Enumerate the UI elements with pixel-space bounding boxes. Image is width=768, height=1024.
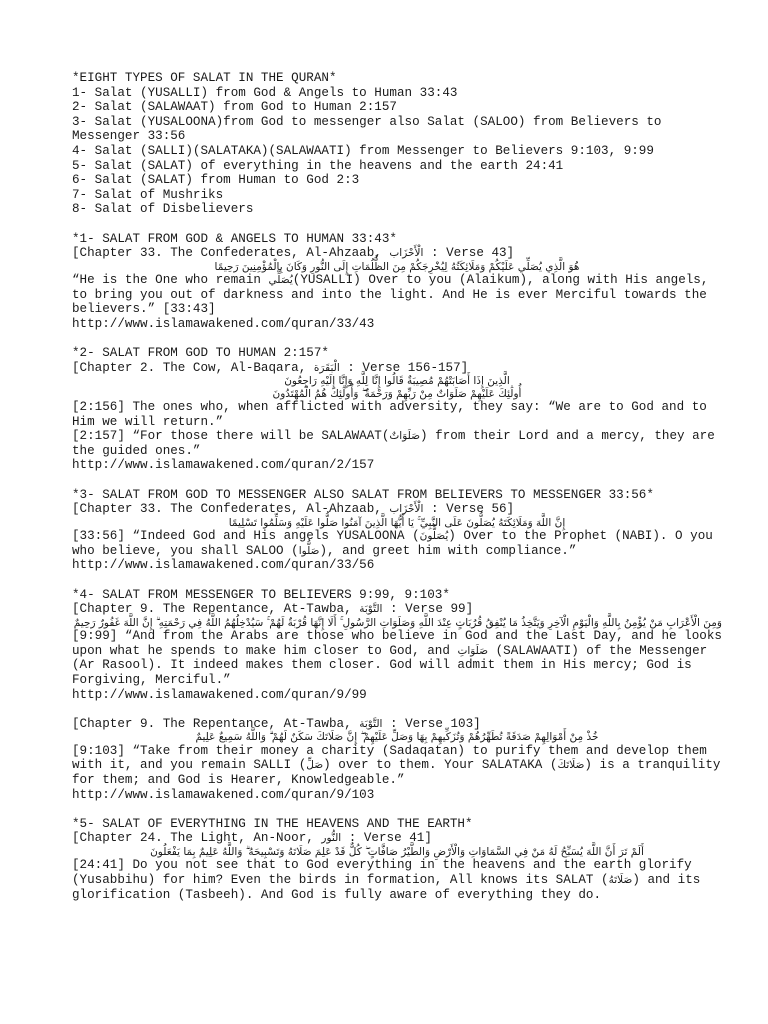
chapter-arabic-name: التَّوْبَة xyxy=(359,717,383,730)
source-link[interactable] xyxy=(72,458,722,473)
verse-translation: [2:156] The ones who, when afflicted with adversity, they say: “We are to God and to Him we will return.” xyxy=(72,400,715,429)
intro-item: 2- Salat (SALAWAAT) from God to Human 2:157 xyxy=(72,100,397,115)
section-3 xyxy=(72,488,722,573)
verse-translation: [9:103] “Take from their money a charity (Sadaqatan) to purify them and develop them with it, and you remain SALLI (صَلِّ) over to them. Your SALATAKA (صَلَاتَكَ) is a tranquility for them; and God is Hearer, Knowledgeable.” xyxy=(72,743,729,787)
section-5 xyxy=(72,817,722,902)
arabic-verse: إِنَّ اللَّهَ وَمَلَائِكَتَهُ يُصَلُّونَ عَلَى النَّبِيِّ ۚ يَا أَيُّهَا الَّذِينَ آمَنُوا صَلُّوا عَلَيْهِ وَسَلِّمُوا تَسْلِيمًا xyxy=(228,516,566,529)
chapter-arabic-name: الْأَحْزَاب xyxy=(389,503,424,516)
chapter-reference: [Chapter 33. The Confederates, Al-Ahzaab, الْأَحْزَاب : Verse 56] xyxy=(72,502,515,517)
verse-translation: [24:41] Do you not see that to God everything in the heavens and the earth glorify (Yusabbihu) for him? Even the birds in formation, All knows its SALAT (صَلَاتَهُ) and its glorification (Tasbeeh). And God is fully aware of everything they do. xyxy=(72,858,708,902)
chapter-reference: [Chapter 9. The Repentance, At-Tawba, التَّوْبَة : Verse 99] xyxy=(72,602,474,617)
chapter-arabic-name: الْأَحْزَاب xyxy=(389,247,424,260)
section-1 xyxy=(72,232,722,332)
verse-translation: “He is the One who remain يُصَلِّي(YUSALLI) Over to you (Alaikum), along with His angels, to bring you out of darkness and into the light. And He is ever Merciful towards the believers.” [33:43] xyxy=(72,273,716,317)
intro-item: 1- Salat (YUSALLI) from God & Angels to Human 33:43 xyxy=(72,85,458,100)
section-2 xyxy=(72,346,722,473)
chapter-arabic-name: الْبَقَرَة xyxy=(313,361,340,374)
arabic-verse: الَّذِينَ إِذَا أَصَابَتْهُمْ مُصِيبَةٌ قَالُوا إِنَّا لِلَّهِ وَإِنَّا إِلَيْهِ رَاجِعُونَ xyxy=(284,375,510,388)
arabic-verse: أُولَٰئِكَ عَلَيْهِمْ صَلَوَاتٌ مِنْ رَبِّهِمْ وَرَحْمَةٌ ۖ وَأُولَٰئِكَ هُمُ الْمُهْتَدُونَ xyxy=(272,387,522,400)
source-link[interactable] xyxy=(72,558,722,573)
source-link-text[interactable]: http://www.islamawakened.com/quran/9/103 xyxy=(72,787,375,802)
section-4 xyxy=(72,587,730,803)
intro-list xyxy=(72,86,722,217)
section-heading: *2- SALAT FROM GOD TO HUMAN 2:157* xyxy=(72,346,329,361)
intro-item: 6- Salat (SALAT) from Human to God 2:3 xyxy=(72,173,360,188)
section-heading: *1- SALAT FROM GOD & ANGELS TO HUMAN 33:43* xyxy=(72,231,397,246)
arabic-verse: أَلَمْ تَرَ أَنَّ اللَّهَ يُسَبِّحُ لَهُ مَنْ فِي السَّمَاوَاتِ وَالْأَرْضِ وَالطَّيْرُ صَافَّاتٍ ۖ كُلٌّ قَدْ عَلِمَ صَلَاتَهُ وَتَسْبِيحَهُ ۗ وَاللَّهُ عَلِيمٌ بِمَا يَفْعَلُونَ xyxy=(150,845,644,858)
source-link[interactable] xyxy=(72,788,722,803)
chapter-arabic-name: النُّور xyxy=(321,832,342,845)
arabic-verse: هُوَ الَّذِي يُصَلِّي عَلَيْكُمْ وَمَلَائِكَتُهُ لِيُخْرِجَكُمْ مِنَ الظُّلُمَاتِ إِلَى النُّورِ وَكَانَ بِالْمُؤْمِنِينَ رَحِيمًا xyxy=(214,260,580,273)
source-link-text[interactable]: http://www.islamawakened.com/quran/9/99 xyxy=(72,687,367,702)
arabic-verse: وَمِنَ الْأَعْرَابِ مَنْ يُؤْمِنُ بِاللَّهِ وَالْيَوْمِ الْآخِرِ وَيَتَّخِذُ مَا يُنْفِقُ قُرُبَاتٍ عِنْدَ اللَّهِ وَصَلَوَاتِ الرَّسُولِ ۚ أَلَا إِنَّهَا قُرْبَةٌ لَهُمْ ۚ سَيُدْخِلُهُمُ اللَّهُ فِي رَحْمَتِهِ ۗ إِنَّ اللَّهَ غَفُورٌ رَحِيمٌ xyxy=(73,616,722,629)
chapter-arabic-name: التَّوْبَة xyxy=(359,603,383,616)
intro-item: 4- Salat (SALLI)(SALATAKA)(SALAWAATI) from Messenger to Believers 9:103, 9:99 xyxy=(72,143,654,158)
intro-item: 3- Salat (YUSALOONA)from God to messenger also Salat (SALOO) from Believers to Messenger 33:56 xyxy=(72,114,670,144)
section-heading: *5- SALAT OF EVERYTHING IN THE HEAVENS AND THE EARTH* xyxy=(72,816,473,831)
intro-item: 5- Salat (SALAT) of everything in the heavens and the earth 24:41 xyxy=(72,158,564,173)
source-link-text[interactable]: http://www.islamawakened.com/quran/33/56 xyxy=(72,558,375,573)
chapter-reference: [Chapter 9. The Repentance, At-Tawba, التَّوْبَة : Verse 103] xyxy=(72,716,481,731)
chapter-reference: [Chapter 24. The Light, An-Noor, النُّور : Verse 41] xyxy=(72,831,432,846)
verse-translation: [2:157] “For those there will be SALAWAAT(صَلَوَاتٌ) from their Lord and a mercy, they are the guided ones.” xyxy=(72,429,723,458)
verse-translation: [9:99] “And from the Arabs are those who believe in God and the Last Day, and he looks upon what he spends to make him closer to God, and صَلَوَاتِ (SALAWAATI) of the Messenger (Ar Rasool). It indeed makes them closer. God will admit them in His mercy; God is Forgiving, Merciful.” xyxy=(72,629,730,687)
chapter-reference: [Chapter 2. The Cow, Al-Baqara, الْبَقَرَة : Verse 156-157] xyxy=(72,360,469,375)
intro-heading: *EIGHT TYPES OF SALAT IN THE QURAN* xyxy=(72,71,337,85)
intro-item: 8- Salat of Disbelievers xyxy=(72,202,254,217)
section-heading: *4- SALAT FROM MESSENGER TO BELIEVERS 9:99, 9:103* xyxy=(72,587,450,602)
arabic-verse: خُذْ مِنْ أَمْوَالِهِمْ صَدَقَةً تُطَهِّرُهُمْ وَتُزَكِّيهِمْ بِهَا وَصَلِّ عَلَيْهِمْ ۖ إِنَّ صَلَاتَكَ سَكَنٌ لَهُمْ ۗ وَاللَّهُ سَمِيعٌ عَلِيمٌ xyxy=(195,731,599,744)
section-heading: *3- SALAT FROM GOD TO MESSENGER ALSO SALAT FROM BELIEVERS TO MESSENGER 33:56* xyxy=(72,487,654,502)
intro-item: 7- Salat of Mushriks xyxy=(72,187,224,202)
chapter-reference: [Chapter 33. The Confederates, Al-Ahzaab, الْأَحْزَاب : Verse 43] xyxy=(72,246,515,261)
source-link[interactable] xyxy=(72,688,722,703)
source-link[interactable] xyxy=(72,317,722,332)
source-link-text[interactable]: http://www.islamawakened.com/quran/33/43 xyxy=(72,316,375,331)
document-body xyxy=(72,71,730,902)
verse-translation: [33:56] “Indeed God and His angels YUSALOONA (يُصَلُّونَ) Over to the Prophet (NABI). O you who believe, you shall SALOO (صَلُّوا), and greet him with compliance.” xyxy=(72,529,721,558)
source-link-text[interactable]: http://www.islamawakened.com/quran/2/157 xyxy=(72,458,375,473)
